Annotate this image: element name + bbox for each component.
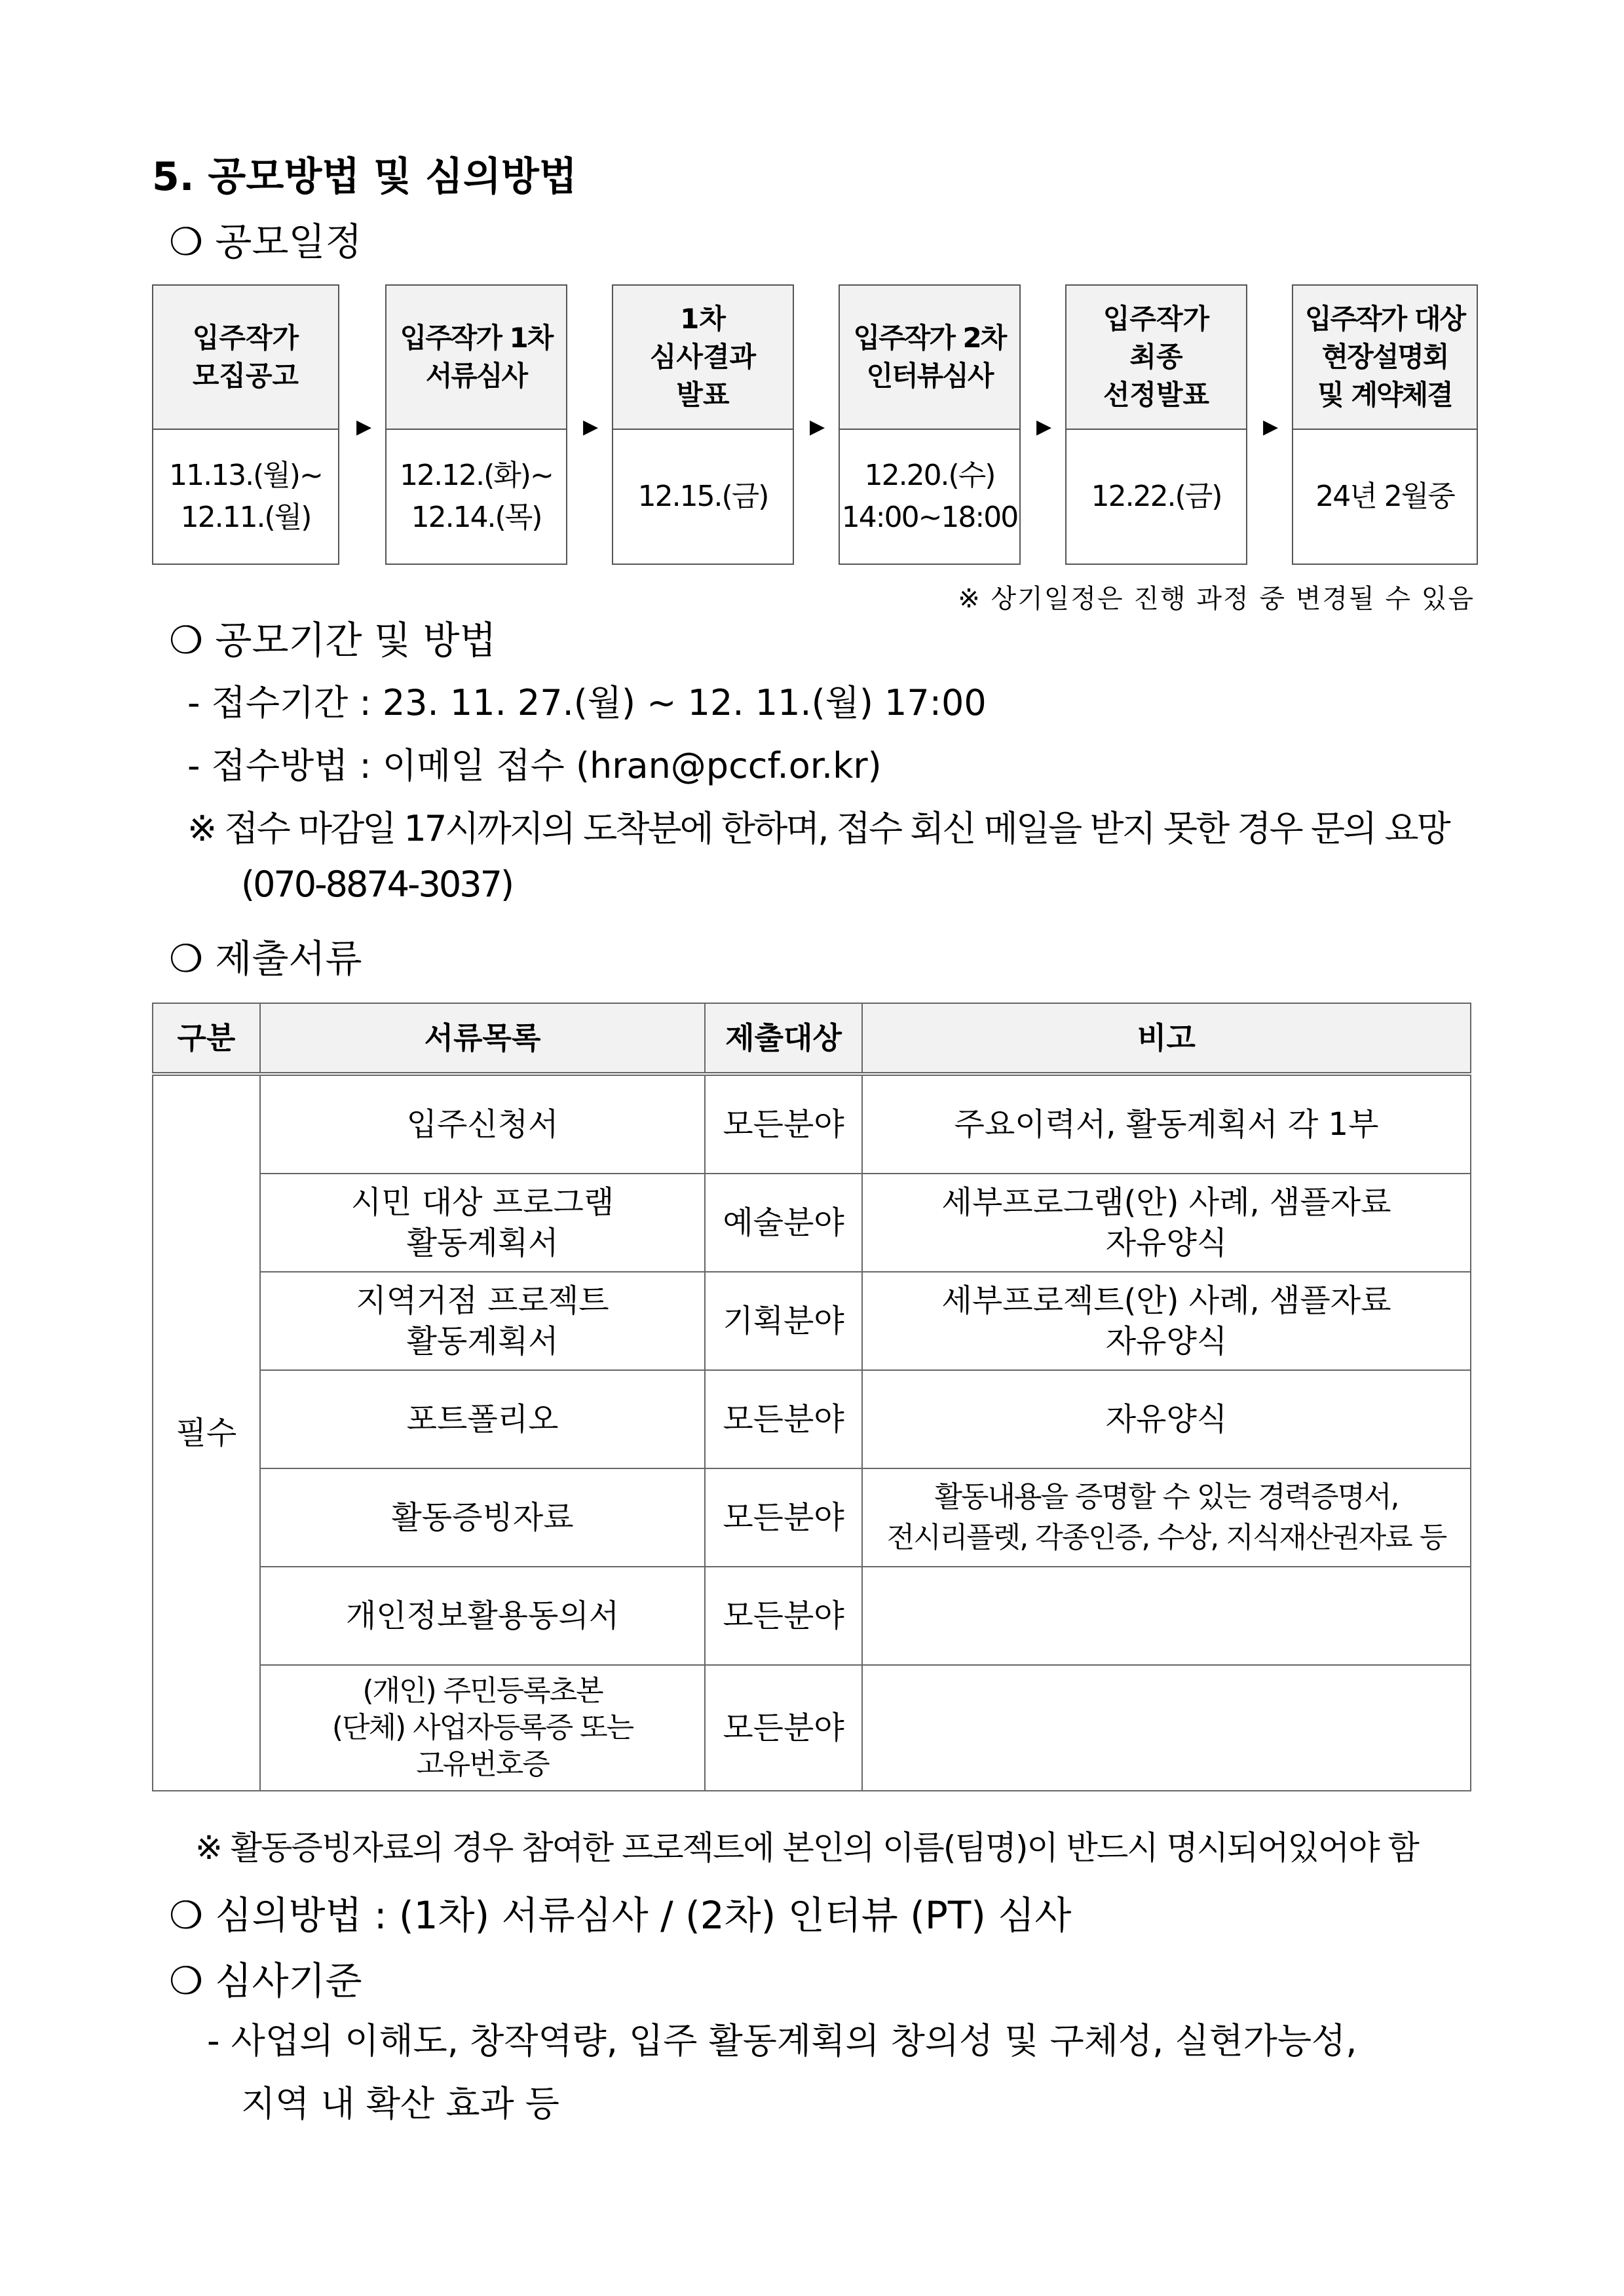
receipt-period: - 접수기간 : 23. 11. 27.(월) ~ 12. 11.(월) 17:00 [187,682,987,723]
schedule-heading: ❍ 공모일정 [169,220,362,264]
header-document-list: 서류목록 [260,1003,705,1074]
document-target: 모든분야 [705,1567,862,1665]
table-row [153,1174,1471,1272]
arrow-right-icon: ▶ [583,415,599,438]
header-category: 구분 [153,1003,260,1074]
document-target: 예술분야 [705,1174,862,1272]
document-name: 포트폴리오 [260,1370,705,1468]
period-heading: ❍ 공모기간 및 방법 [169,618,497,662]
schedule-step-title: 입주작가 모집공고 [153,286,338,430]
schedule-step-date: 12.20.(수) 14:00~18:00 [841,459,1018,534]
schedule-step-3 [612,284,794,565]
schedule-step-date: 12.15.(금) [637,480,768,513]
document-remark: 주요이력서, 활동계획서 각 1부 [862,1074,1471,1174]
header-remark: 비고 [862,1003,1471,1074]
table-row [153,1370,1471,1468]
schedule-step-title: 입주작가 1차 서류심사 [387,286,566,430]
schedule-step-title: 1차 심사결과 발표 [613,286,793,430]
document-target: 모든분야 [705,1468,862,1567]
document-target: 모든분야 [705,1665,862,1791]
schedule-step-date: 12.22.(금) [1091,480,1222,513]
document-name: 입주신청서 [260,1074,705,1174]
criteria-line-1: - 사업의 이해도, 창작역량, 입주 활동계획의 창의성 및 구체성, 실현가능성, [207,2020,1357,2061]
document-target: 모든분야 [705,1074,862,1174]
receipt-note: ※ 접수 마감일 17시까지의 도착분에 한하며, 접수 회신 메일을 받지 못한 경우 문의 요망 [187,808,1449,849]
arrow-right-icon: ▶ [1263,415,1279,438]
document-name: 지역거점 프로젝트 활동계획서 [260,1272,705,1370]
schedule-step-1 [152,284,339,565]
documents-note: ※ 활동증빙자료의 경우 참여한 프로젝트에 본인의 이름(팀명)이 반드시 명시되어있어야 함 [195,1829,1418,1867]
table-row [153,1272,1471,1370]
schedule-step-date: 12.12.(화)~ 12.14.(목) [400,459,553,534]
criteria-heading: ❍ 심사기준 [169,1959,362,2003]
category-cell: 필수 [153,1074,260,1791]
table-row [153,1567,1471,1665]
receipt-phone: (070-8874-3037) [241,864,513,905]
document-target: 모든분야 [705,1370,862,1468]
criteria-line-2: 지역 내 확산 효과 등 [241,2083,559,2124]
schedule-step-date: 24년 2월중 [1315,480,1454,513]
document-name: 시민 대상 프로그램 활동계획서 [260,1174,705,1272]
table-row [153,1074,1471,1174]
schedule-step-4 [839,284,1021,565]
schedule-step-2 [385,284,567,565]
document-remark: 세부프로젝트(안) 사례, 샘플자료 자유양식 [862,1272,1471,1370]
document-name: 개인정보활용동의서 [260,1567,705,1665]
section-title: 5. 공모방법 및 심의방법 [152,154,577,200]
schedule-step-5 [1065,284,1247,565]
documents-table [152,1003,1471,1791]
table-row [153,1665,1471,1791]
schedule-step-title: 입주작가 2차 인터뷰심사 [840,286,1019,430]
document-remark: 자유양식 [862,1370,1471,1468]
documents-heading: ❍ 제출서류 [169,936,362,981]
receipt-method: - 접수방법 : 이메일 접수 (hran@pccf.or.kr) [187,745,882,786]
schedule-step-6 [1292,284,1478,565]
arrow-right-icon: ▶ [810,415,825,438]
document-remark [862,1567,1471,1665]
arrow-right-icon: ▶ [356,415,372,438]
document-name: (개인) 주민등록초본 (단체) 사업자등록증 또는 고유번호증 [260,1665,705,1791]
schedule-note: ※ 상기일정은 진행 과정 중 변경될 수 있음 [958,584,1475,614]
document-name: 활동증빙자료 [260,1468,705,1567]
document-remark: 활동내용을 증명할 수 있는 경력증명서, 전시리플렛, 각종인증, 수상, 지식재산권자료 등 [862,1468,1471,1567]
table-header-row [153,1003,1471,1074]
document-remark: 세부프로그램(안) 사례, 샘플자료 자유양식 [862,1174,1471,1272]
document-target: 기획분야 [705,1272,862,1370]
review-method: ❍ 심의방법 : (1차) 서류심사 / (2차) 인터뷰 (PT) 심사 [169,1893,1072,1938]
document-remark [862,1665,1471,1791]
schedule-step-date: 11.13.(월)~ 12.11.(월) [169,459,322,534]
arrow-right-icon: ▶ [1036,415,1052,438]
table-row [153,1468,1471,1567]
header-target: 제출대상 [705,1003,862,1074]
schedule-step-title: 입주작가 대상 현장설명회 및 계약체결 [1293,286,1477,430]
schedule-step-title: 입주작가 최종 선정발표 [1067,286,1246,430]
